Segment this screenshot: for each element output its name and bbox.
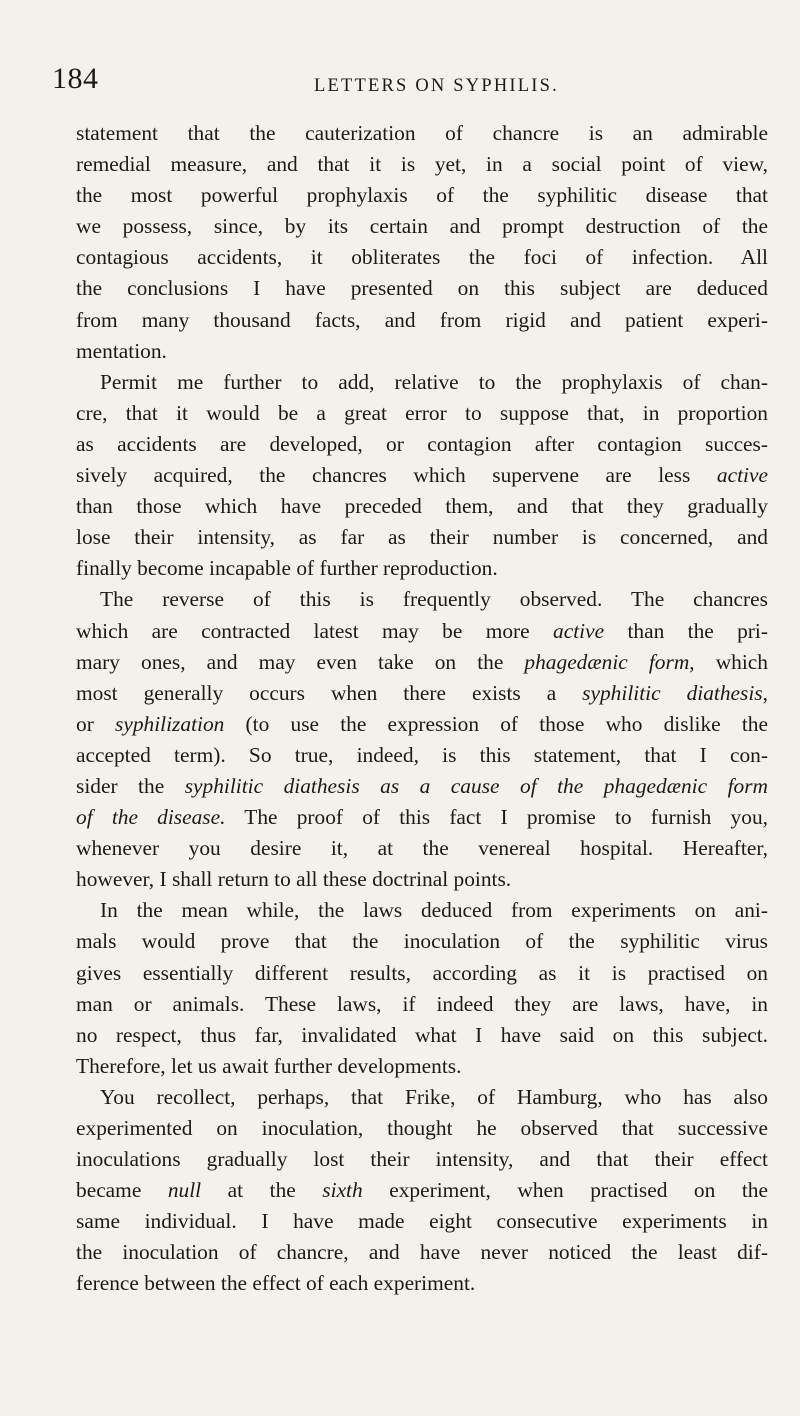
line-text: became xyxy=(76,1178,168,1203)
line-text: whenever you desire it, at the venereal hospital. Hereafter, xyxy=(76,836,768,861)
line-text: accepted term). So true, indeed, is this statement, that I con- xyxy=(76,742,768,767)
line-text: Therefore, let us await further developments. xyxy=(76,1053,462,1078)
line-text: You recollect, perhaps, that Frike, of Hamburg, who has also xyxy=(100,1084,768,1109)
text-line xyxy=(76,709,768,740)
text-line xyxy=(76,958,768,989)
italic-text: syphilitic diathesis as a cause of the phagedænic form xyxy=(184,773,768,798)
text-line xyxy=(76,553,768,584)
text-line xyxy=(76,1206,768,1237)
line-text: , xyxy=(762,680,768,705)
text-line xyxy=(76,740,768,771)
line-text: experiment, when practised on the xyxy=(362,1178,768,1203)
text-line xyxy=(76,273,768,304)
text-line xyxy=(76,1175,768,1206)
text-line xyxy=(76,926,768,957)
line-text: we possess, since, by its certain and prompt destruction of the xyxy=(76,214,768,239)
line-text: cre, that it would be a great error to suppose that, in proportion xyxy=(76,400,768,425)
line-text: mentation. xyxy=(76,338,167,363)
line-text: the inoculation of chancre, and have never noticed the least dif- xyxy=(76,1240,768,1265)
page-number: 184 xyxy=(52,62,99,95)
line-text: statement that the cauterization of chancre is an admirable xyxy=(76,121,768,145)
text-line xyxy=(76,1268,768,1299)
text-line xyxy=(76,616,768,647)
italic-text: sixth xyxy=(322,1178,363,1203)
line-text: gives essentially different results, according as it is practised on xyxy=(76,960,768,985)
line-text: In the mean while, the laws deduced from experiments on ani- xyxy=(100,898,768,923)
line-text: , which xyxy=(689,649,768,674)
line-text: same individual. I have made eight consecutive experiments in xyxy=(76,1209,768,1234)
line-text: finally become incapable of further reproduction. xyxy=(76,556,498,581)
text-line xyxy=(76,1020,768,1051)
text-line xyxy=(76,1082,768,1113)
text-line xyxy=(76,211,768,242)
text-line xyxy=(76,864,768,895)
text-line xyxy=(76,584,768,615)
line-text: mals would prove that the inoculation of the syphilitic virus xyxy=(76,929,768,954)
italic-text: null xyxy=(167,1178,202,1203)
text-line xyxy=(76,460,768,491)
line-text: remedial measure, and that it is yet, in a social point of view, xyxy=(76,152,768,177)
italic-text: phagedænic form xyxy=(524,649,690,674)
text-line xyxy=(76,1144,768,1175)
line-text: no respect, thus far, invalidated what I have said on this subject. xyxy=(76,1022,768,1047)
line-text: contagious accidents, it obliterates the foci of infection. All xyxy=(76,245,768,270)
text-line xyxy=(76,522,768,553)
line-text: ference between the effect of each experiment. xyxy=(76,1271,476,1296)
text-line xyxy=(76,771,768,802)
line-text: experimented on inoculation, thought he observed that successive xyxy=(76,1116,768,1140)
line-text: however, I shall return to all these doctrinal points. xyxy=(76,867,512,892)
text-line xyxy=(76,647,768,678)
text-line xyxy=(76,336,768,367)
line-text: the conclusions I have presented on this subject are deduced xyxy=(76,276,768,301)
line-text: Permit me further to add, relative to the prophylaxis of chan- xyxy=(100,369,768,394)
running-head: LETTERS ON SYPHILIS. xyxy=(314,76,559,96)
text-line xyxy=(76,491,768,522)
italic-text: of the disease. xyxy=(76,805,226,830)
line-text: mary ones, and may even take on the xyxy=(76,649,525,674)
text-line xyxy=(76,149,768,180)
line-text: than those which have preceded them, and that they gradually xyxy=(76,494,768,519)
text-line xyxy=(76,895,768,926)
line-text: (to use the expression of those who dislike the xyxy=(224,711,768,736)
italic-text: active xyxy=(553,618,605,643)
line-text: sider the xyxy=(76,773,185,798)
line-text: inoculations gradually lost their intensity, and that their effect xyxy=(76,1147,768,1172)
line-text: man or animals. These laws, if indeed they are laws, have, in xyxy=(76,991,768,1016)
italic-text: syphilitic diathesis xyxy=(582,680,763,705)
text-line xyxy=(76,180,768,211)
text-line xyxy=(76,1051,768,1082)
text-line xyxy=(76,833,768,864)
line-text: which are contracted latest may be more xyxy=(76,618,554,643)
line-text: or xyxy=(76,711,116,736)
text-line xyxy=(76,305,768,336)
line-text: than the pri- xyxy=(604,618,768,643)
text-line xyxy=(76,429,768,460)
line-text: at the xyxy=(201,1178,323,1203)
line-text: from many thousand facts, and from rigid and patient experi- xyxy=(76,307,768,332)
text-line xyxy=(76,989,768,1020)
line-text: The proof of this fact I promise to furnish you, xyxy=(225,805,768,830)
line-text: sively acquired, the chancres which supervene are less xyxy=(76,463,717,488)
line-text: the most powerful prophylaxis of the syphilitic disease that xyxy=(76,183,768,208)
italic-text: active xyxy=(716,463,768,488)
body-text xyxy=(76,118,768,1300)
text-line xyxy=(76,1113,768,1144)
text-line xyxy=(76,367,768,398)
page-header xyxy=(52,62,760,98)
text-line xyxy=(76,118,768,149)
line-text: lose their intensity, as far as their number is concerned, and xyxy=(76,525,768,550)
italic-text: syphilization xyxy=(115,711,225,736)
line-text: The reverse of this is frequently observed. The chancres xyxy=(100,587,768,612)
text-line xyxy=(76,398,768,429)
line-text: as accidents are developed, or contagion after contagion succes- xyxy=(76,431,768,456)
line-text: most generally occurs when there exists a xyxy=(76,680,583,705)
text-line xyxy=(76,242,768,273)
text-line xyxy=(76,802,768,833)
text-line xyxy=(76,678,768,709)
text-line xyxy=(76,1237,768,1268)
